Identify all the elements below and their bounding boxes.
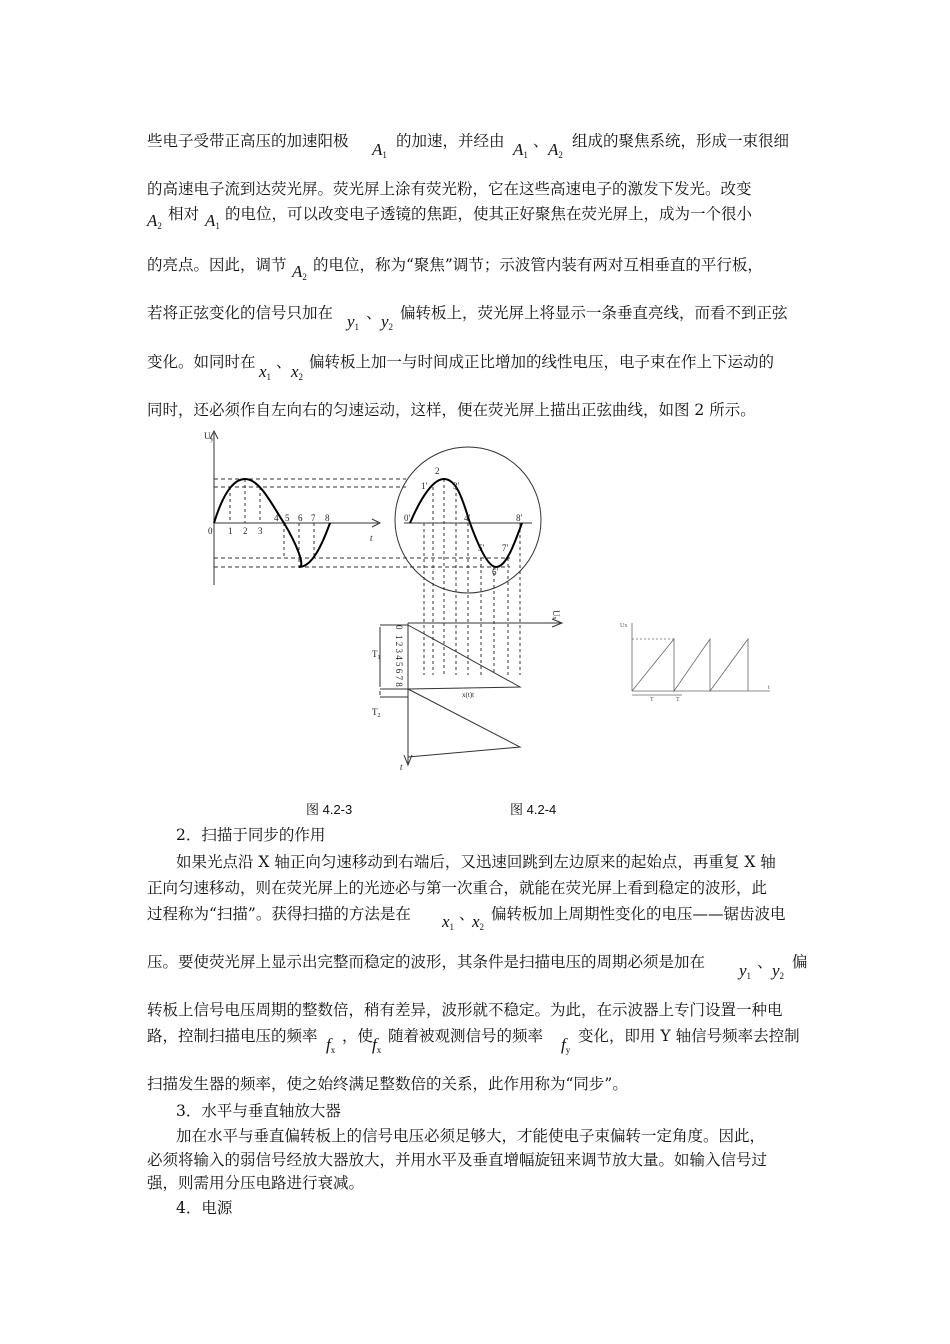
section4-heading: 4．电源 xyxy=(176,1199,233,1217)
para1-line4b: 的电位，称为“聚焦”调节；示波管内装有两对互相垂直的平行板， xyxy=(313,256,763,274)
sec2-line4b: 、 xyxy=(757,953,773,971)
svg-text:T1: $T_1$ xyxy=(372,649,381,661)
section3-heading: 3．水平与垂直轴放大器 xyxy=(176,1102,341,1120)
symbol-fy: $f_y$ xyxy=(561,1035,571,1055)
svg-text:8': 8' xyxy=(516,513,523,523)
svg-text:Ux: Ux xyxy=(551,610,561,620)
svg-text:x(t)t: x(t)t xyxy=(462,691,475,699)
svg-text:5: 5 xyxy=(285,513,290,523)
sec2-line6b: ，使 xyxy=(342,1027,374,1045)
svg-text:T: T xyxy=(676,697,680,703)
para1-line1b: 的加速，并经由 xyxy=(396,132,505,150)
sec2-line2: 正向匀速移动，则在荧光屏上的光迹必与第一次重合，就能在荧光屏上看到稳定的波形，此 xyxy=(147,879,768,897)
sec2-line5: 转板上信号电压周期的整数倍，稍有差异，波形就不稳定。为此，在示波器上专门设置一种电 xyxy=(147,1001,783,1019)
svg-text:1 2 3 4 5 6 7 8: 1 2 3 4 5 6 7 8 xyxy=(394,635,404,687)
sec2-line4c: 偏 xyxy=(792,953,808,971)
figure-4-2-4 xyxy=(618,615,778,705)
sec2-line7: 扫描发生器的频率，使之始终满足整数倍的关系，此作用称为“同步”。 xyxy=(147,1075,628,1093)
symbol-x1-s2: $x_1$ xyxy=(442,912,455,932)
para1-line3b: 的电位，可以改变电子透镜的焦距，使其正好聚焦在荧光屏上，成为一个很小 xyxy=(225,205,753,223)
svg-text:T: T xyxy=(650,697,654,703)
para1-line5c: 偏转板上，荧光屏上将显示一条垂直亮线，而看不到正弦 xyxy=(400,304,788,322)
para1-line3a: 相对 xyxy=(168,205,200,223)
figure-4-2-3 xyxy=(200,425,580,775)
svg-text:t: t xyxy=(370,533,373,543)
svg-text:4: 4 xyxy=(274,513,279,523)
sec2-line3b: 、 xyxy=(459,905,475,923)
svg-text:T2: $T_2$ xyxy=(372,707,381,719)
symbol-A1: $A_1$ xyxy=(372,140,387,160)
figure-caption-4: 图 4.2-4 xyxy=(510,802,557,817)
symbol-A2-l3: $A_2$ xyxy=(147,211,162,231)
symbol-y2-s2: $y_2$ xyxy=(772,961,785,981)
sec2-line6a: 路，控制扫描电压的频率 xyxy=(147,1027,318,1045)
symbol-A1b: $A_1$ xyxy=(513,140,528,160)
para1-line6c: 偏转板上加一与时间成正比增加的线性电压，电子束在作上下运动的 xyxy=(309,353,775,371)
svg-text:1: 1 xyxy=(228,526,233,536)
sec2-line3a: 过程称为“扫描”。获得扫描的方法是在 xyxy=(147,905,411,923)
para1-line1d: 组成的聚焦系统，形成一束很细 xyxy=(572,132,790,150)
para1-line1c: 、 xyxy=(533,132,549,150)
symbol-x2-s2: $x_2$ xyxy=(472,912,485,932)
sec2-line1: 如果光点沿 X 轴正向匀速移动到右端后，又迅速回跳到左边原来的起始点，再重复 X 轴 xyxy=(176,853,776,871)
svg-text:0: 0 xyxy=(208,526,213,536)
svg-text:t: t xyxy=(768,685,770,691)
symbol-A2: $A_2$ xyxy=(548,140,563,160)
sec3-line3: 强，则需用分压电路进行衰减。 xyxy=(147,1174,365,1192)
symbol-A2-l4: $A_2$ xyxy=(292,262,307,282)
sec3-line1: 加在水平与垂直偏转板上的信号电压必须足够大，才能使电子束偏转一定角度。因此， xyxy=(176,1127,766,1145)
para1-line6a: 变化。如同时在 xyxy=(147,353,256,371)
para1-line5a: 若将正弦变化的信号只加在 xyxy=(147,304,334,322)
symbol-y1-s2: $y_1$ xyxy=(739,961,752,981)
para1-line4a: 的亮点。因此，调节 xyxy=(147,256,287,274)
svg-text:4': 4' xyxy=(464,513,471,523)
svg-text:1': 1' xyxy=(421,481,428,491)
symbol-x1: $x_1$ xyxy=(259,362,272,382)
symbol-A1-l3: $A_1$ xyxy=(205,211,220,231)
svg-text:6: 6 xyxy=(298,513,303,523)
para1-line6b: 、 xyxy=(276,353,292,371)
svg-text:6': 6' xyxy=(492,567,499,577)
symbol-fx-2: $f_x$ xyxy=(372,1035,382,1055)
para1-line1: 些电子受带正高压的加速阳极 xyxy=(147,132,349,150)
section2-heading: 2．扫描于同步的作用 xyxy=(176,826,326,844)
symbol-y2: $y_2$ xyxy=(381,312,394,332)
sec2-line3c: 偏转板加上周期性变化的电压——锯齿波电 xyxy=(491,905,786,923)
svg-text:t: t xyxy=(400,762,403,772)
svg-text:5': 5' xyxy=(478,543,485,553)
sec2-line6c: 随着被观测信号的频率 xyxy=(388,1027,544,1045)
sec2-line6d: 变化，即用 Y 轴信号频率去控制 xyxy=(578,1027,800,1045)
svg-text:0: 0 xyxy=(394,625,404,630)
svg-text:Ux: Ux xyxy=(620,623,628,629)
svg-text:Uy: $U_y$ xyxy=(204,431,214,443)
svg-text:2: 2 xyxy=(435,466,440,476)
svg-text:3': 3' xyxy=(453,481,460,491)
sec3-line2: 必须将输入的弱信号经放大器放大，并用水平及垂直增幅旋钮来调节放大量。如输入信号过 xyxy=(147,1151,768,1169)
sec2-line4a: 压。要使荧光屏上显示出完整而稳定的波形，其条件是扫描电压的周期必须是加在 xyxy=(147,953,706,971)
para1-line2: 的高速电子流到达荧光屏。荧光屏上涂有荧光粉，它在这些高速电子的激发下发光。改变 xyxy=(147,180,752,198)
svg-text:7: 7 xyxy=(311,513,316,523)
figure-caption-3: 图 4.2-3 xyxy=(306,802,353,817)
svg-text:3: 3 xyxy=(258,526,263,536)
svg-text:7': 7' xyxy=(502,543,509,553)
para1-line5b: 、 xyxy=(366,304,382,322)
svg-text:0': 0' xyxy=(404,513,411,523)
svg-text:8: 8 xyxy=(325,513,330,523)
symbol-fx: $f_x$ xyxy=(326,1035,336,1055)
para1-line7: 同时，还必须作自左向右的匀速运动，这样，便在荧光屏上描出正弦曲线，如图 2 所示。 xyxy=(147,401,756,419)
symbol-x2: $x_2$ xyxy=(291,362,304,382)
symbol-y1: $y_1$ xyxy=(347,312,360,332)
svg-text:2: 2 xyxy=(243,526,248,536)
